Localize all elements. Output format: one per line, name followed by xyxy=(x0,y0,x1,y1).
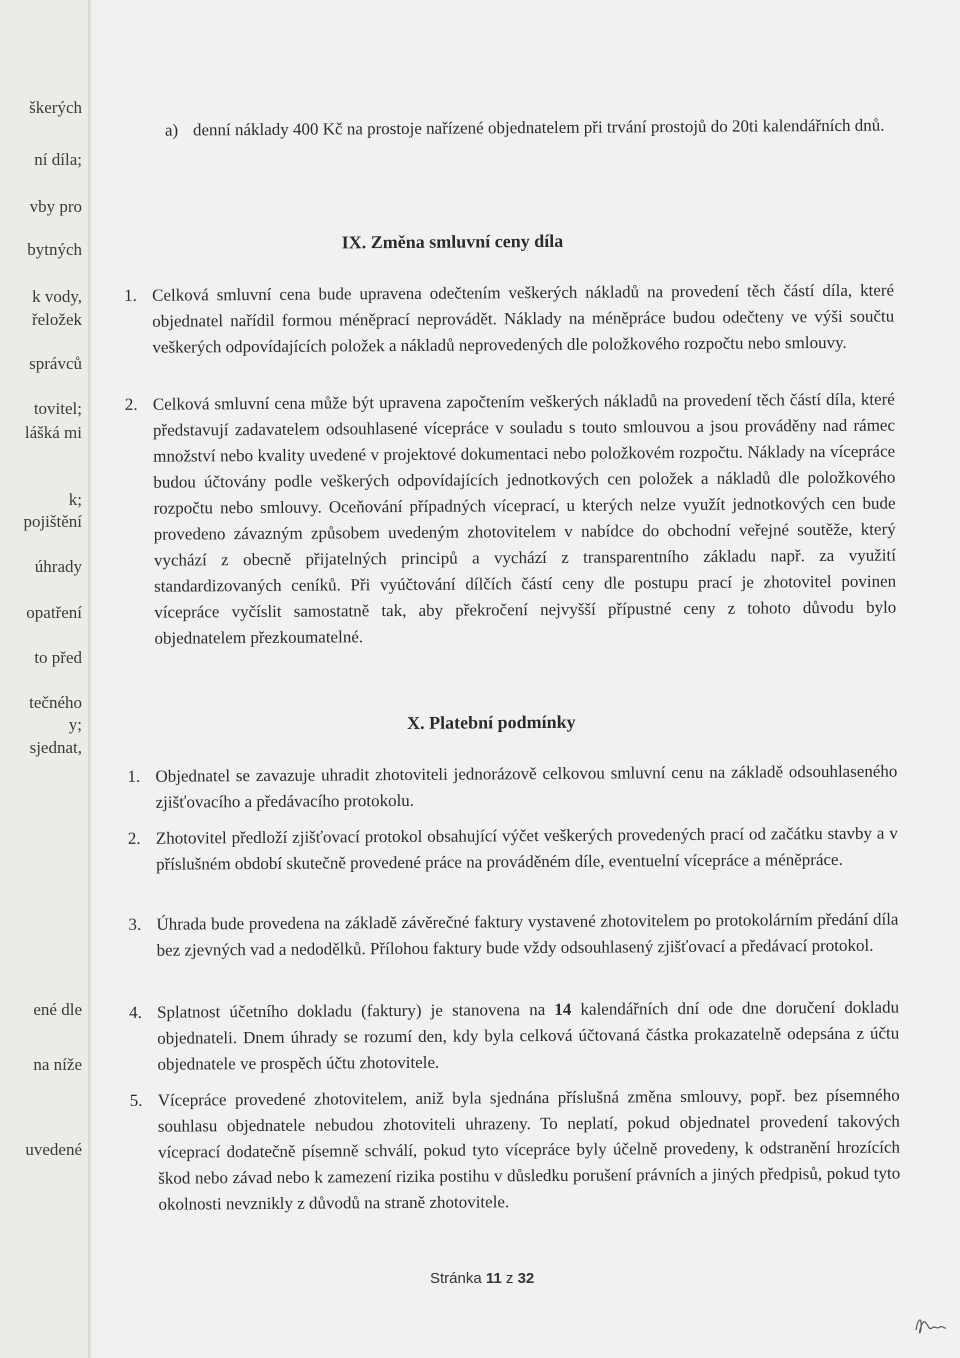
item-text: Objednatel se zavazuje uhradit zhotoviteli jednorázově celkovou smluvní cenu na základě odsouhlaseného zjišťovacího a předávacího protokolu. xyxy=(155,761,898,812)
footer-page-number: 11 xyxy=(485,1270,502,1287)
margin-fragment: uvedené xyxy=(25,1140,82,1159)
list-item xyxy=(124,387,897,652)
margin-fragment: tovitel; xyxy=(33,399,82,418)
margin-fragment: vby pro xyxy=(29,197,82,216)
payment-days: 14 xyxy=(554,999,572,1019)
item-text: Celková smluvní cena bude upravena odečtením veškerých nákladů na provedení těch částí díla, které objednatel nařídil formou méněprací neprovádět. Náklady na méněpráce budou odečteny ve výši součtu veškerých odpovídajících položek a nákladů neprovedených dle položkového rozpočtu nebo smlouvy. xyxy=(151,280,895,357)
margin-fragment: y; xyxy=(68,715,82,734)
item-text: Celková smluvní cena může být upravena započtením veškerých nákladů na provedení těch částí díla, které představují zadavatelem odsouhlasené vícepráce v souladu s touto smlouvou a jsou prováděny nad rámec množství nebo kvality uvedené v projektové dokumentaci nebo položkovém rozpočtu. Náklady na vícepráce budou účtovány podle veškerých odpovídajících jednotkových cen položek a nákladů dle položkového rozpočtu nebo smlouvy. Oceňování případných víceprací, u kterých nelze využít jednotkových cen bude provedeno závazným způsobem uvedeným zhotovitelem v nabídce do obchodní veřejné soutěže, který vychází z obecně přijatelných principů a vychází z transparentního základu např. za využití standardizovaných ceníků. Při vyúčtování dílčích částí ceny dle postupu prací je zhotovitel povinen vícepráce vyčíslit samostatně tak, aby překročení nejvyšší přípustné ceny z tohoto důvodu bylo objednatelem přezkoumatelné. xyxy=(152,389,897,648)
margin-fragment: lášká mi xyxy=(24,423,82,442)
list-item xyxy=(128,907,899,964)
margin-fragment: ní díla; xyxy=(34,150,82,169)
handwritten-initials xyxy=(912,1310,948,1340)
previous-page-margin xyxy=(0,0,88,1358)
item-text: kalendářních dní ode dne doručení dokladu objednateli. Dnem úhrady se rozumí den, kdy byla celková účtovaná částka prokazatelně odepsána z účtu objednatele ve prospěch účtu zhotovitele. xyxy=(157,997,900,1074)
list-item xyxy=(123,278,895,361)
list-item xyxy=(127,759,898,816)
margin-fragment: ené dle xyxy=(33,1000,82,1019)
list-item-a xyxy=(164,113,893,144)
list-item xyxy=(127,821,898,878)
margin-fragment: úhrady xyxy=(34,557,82,576)
margin-fragment: na níže xyxy=(33,1055,82,1074)
margin-fragment: to před xyxy=(34,648,82,667)
section-heading: X. Platební podmínky xyxy=(406,711,576,733)
margin-fragment: pojištění xyxy=(23,512,82,531)
list-item xyxy=(129,1083,901,1218)
page-gutter xyxy=(88,0,92,1358)
item-number: 2. xyxy=(124,394,138,414)
margin-fragment: k vody, xyxy=(32,287,82,306)
section-heading: IX. Změna smluvní ceny díla xyxy=(341,230,564,253)
document-page xyxy=(110,0,959,1358)
margin-fragment: škerých xyxy=(29,98,82,117)
margin-fragment: bytných xyxy=(27,240,82,259)
list-item xyxy=(129,995,900,1078)
footer-total-pages: 32 xyxy=(517,1270,535,1287)
item-number: 1. xyxy=(127,766,141,786)
item-number: 2. xyxy=(127,828,141,848)
item-text: Splatnost účetního dokladu (faktury) je stanovena na xyxy=(157,999,555,1022)
margin-fragment: tečného xyxy=(29,693,82,712)
margin-fragment: opatření xyxy=(26,603,82,622)
margin-fragment: řeložek xyxy=(31,310,82,329)
margin-fragment: k; xyxy=(68,490,82,509)
item-text: denní náklady 400 Kč na prostoje nařízené objednatelem při trvání prostojů do 20ti kalendářních dnů. xyxy=(192,115,885,140)
footer-separator: z xyxy=(505,1270,514,1287)
page-footer xyxy=(430,1270,534,1287)
item-number: 3. xyxy=(128,914,142,934)
item-text: Zhotovitel předloží zjišťovací protokol obsahující výčet veškerých provedených prací od začátku stavby a v příslušném období skutečně provedené práce na prováděném díle, eventuelní vícepráce a méněpráce. xyxy=(155,823,898,874)
footer-label: Stránka xyxy=(430,1270,482,1287)
item-number: 4. xyxy=(129,1002,142,1022)
item-number: 1. xyxy=(123,285,137,305)
margin-fragment: správců xyxy=(29,354,82,373)
item-number: 5. xyxy=(129,1090,143,1110)
item-text: Úhrada bude provedena na základě závěrečné faktury vystavené zhotovitelem po protokolárním předání díla bez zjevných vad a nedodělků. Přílohou faktury bude vždy odsouhlasený zjišťovací a předávací protokol. xyxy=(156,909,899,960)
item-marker: a) xyxy=(164,120,179,140)
item-text: Vícepráce provedené zhotovitelem, aniž byla sjednána příslušná změna smlouvy, popř. bez písemného souhlasu objednatele nebudou zhotoviteli uhrazeny. To neplatí, pokud objednatel provedení takových víceprací dodatečně písemně schválí, pokud tyto vícepráce byly účelně provedeny, k odstranění hrozících škod nebo závad nebo k zamezení rizika postihu v důsledku porušení právních a jiných předpisů, pokud tyto okolnosti nevznikly z důvodů na straně zhotovitele. xyxy=(157,1085,901,1214)
margin-fragment: sjednat, xyxy=(29,738,82,757)
